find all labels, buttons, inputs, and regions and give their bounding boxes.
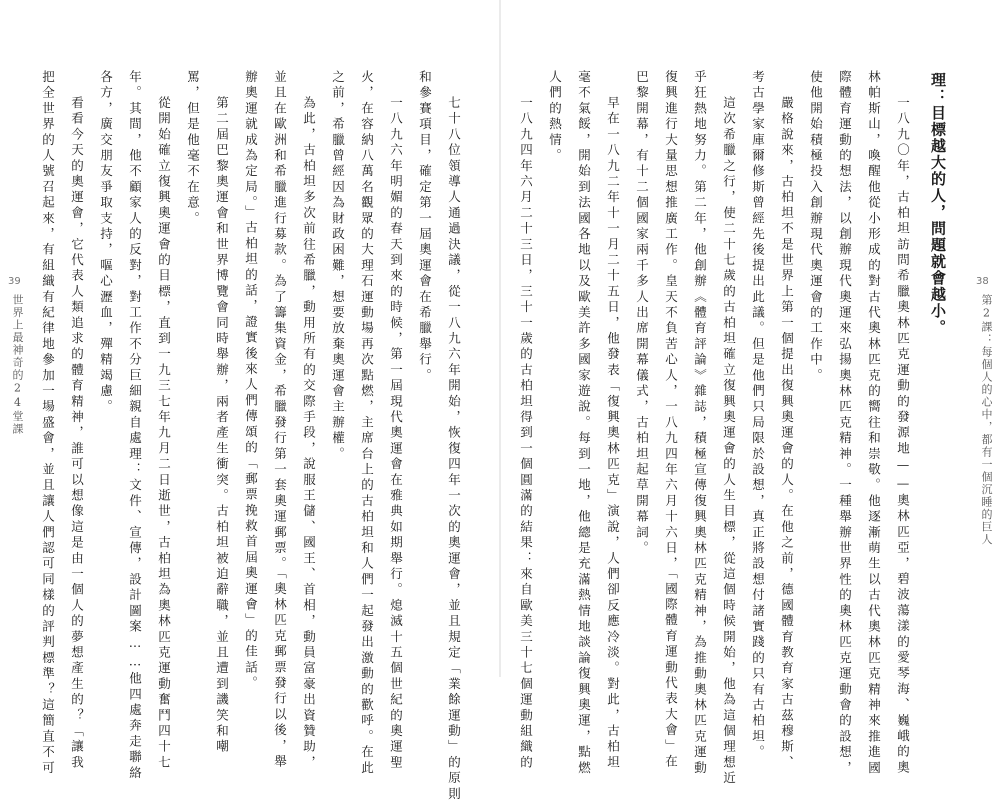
running-head: 第2課：每個人的心中，都有一個沉睡的巨人: [980, 294, 993, 546]
right-page: [500, 0, 1000, 787]
right-col-14: 一八九四年六月二十三日，三十一歲的古柏坦得到一個圓滿的結果：來自歐美三十七個運動組織的: [518, 96, 534, 772]
left-col-10: 罵，但是他毫不在意。: [185, 70, 201, 227]
left-col-5: 之前，希臘曾經因為財政困難，想要放棄奧運會主辦權。: [330, 70, 346, 463]
left-col-9: 第二屆巴黎奧運會和世界博覽會同時舉辦，兩者產生衝突。古柏坦被迫辭職，並且遭到譏笑和嘲: [214, 96, 230, 756]
left-col-13: 各方，廣交朋友爭取支持，嘔心瀝血，殫精竭慮。: [98, 70, 114, 416]
right-col-12: 毫不氣餒，開始到法國各地以及歐美許多國家遊說。每到一地，他總是充滿熱情地談論復興奧運，點燃: [576, 70, 592, 777]
right-col-9: 復興進行大量思想推廣工作。皇天不負苦心人，一八九四年六月十六日，「國際體育運動代表大會」在: [663, 70, 679, 771]
page-number: 39: [8, 276, 21, 287]
left-col-11: 從開始確立復興奧運會的目標，直到一九三七年九月二日逝世，古柏坦為奧林匹克運動奮鬥四十七: [156, 96, 172, 772]
left-col-1: 七十八位領導人通過決議，從一八九六年開始，恢復四年一次的奧運會，並且規定「業餘運動」的原則: [446, 96, 462, 803]
right-col-8: 乎狂熱地努力。第二年，他創辦《體育評論》雜誌，積極宣傳復興奧林匹克精神，為推動奧林匹克運動: [692, 70, 708, 777]
left-col-15: 把全世界的人號召起來，有組織有紀律地參加一場盛會，並且讓人們認可同樣的評判標準？這簡直不可: [40, 70, 56, 777]
left-col-2: 和參賽項目，確定第一屆奧運會在希臘舉行。: [417, 70, 433, 384]
page-number: 38: [976, 276, 989, 287]
right-col-6: 考古學家庫爾修斯曾經先後提出此議。但是他們只局限於設想，真正將設想付諸實踐的只有古柏坦。: [750, 70, 766, 761]
left-col-8: 辦奧運就成為定局。」古柏坦的話，證實後來人們傳頌的「郵票挽救首屆奧運會」的佳話。: [243, 70, 259, 692]
right-col-10: 巴黎開幕，有十二個國家兩千多人出席開幕儀式，古柏坦起草開幕詞。: [634, 70, 650, 557]
left-col-6: 為此，古柏坦多次前往希臘，動用所有的交際手段，說服王儲、國王、首相，動員富豪出資贊助，: [301, 96, 317, 772]
right-col-11: 早在一八九二年十一月二十五日，他發表「復興奧林匹克」演說，人們卻反應冷淡。對此，古柏坦: [605, 96, 621, 772]
right-col-3: 際體育運動的想法，以創辦現代奧運來弘揚奧林匹克精神。一種舉辦世界性的奧林匹克運動會的設想，: [837, 70, 853, 777]
left-col-12: 年。其間，他不顧家人的反對，對工作不分巨細親自處理：文件、宣傳，設計圖案……他四處奔走聯絡: [127, 70, 143, 782]
right-col-2: 林帕斯山，喚醒他從小形成的對古代奧林匹克的嚮往和崇敬。他逐漸萌生以古代奧林匹克精神來推進國: [866, 70, 882, 777]
right-col-7: 這次希臘之行，使二十七歲的古柏坦確立復興奧運會的人生目標，從這個時候開始，他為這個理想近: [721, 96, 737, 787]
left-col-14: 看看今天的奧運會，它代表人類追求的體育精神，誰可以想像這是由一個人的夢想產生的？「讓我: [69, 96, 85, 772]
right-col-4: 使他開始積極投入創辦現代奧運會的工作中。: [808, 70, 824, 384]
section-heading: 理：目標越大的人，問題就會越小。: [929, 72, 947, 336]
left-col-7: 並且在歐洲和希臘進行募款。為了籌集資金，希臘發行第一套奧運郵票。「奧林匹克郵票發行以後，舉: [272, 70, 288, 771]
left-col-4: 火，在容納八萬名觀眾的大理石運動場再次點燃，主席台上的古柏坦和人們一起發出激動的歡呼。在此: [359, 70, 375, 777]
right-col-1: 一八九〇年，古柏坦訪問希臘奧林匹克運動的發源地——奧林匹亞，碧波蕩漾的愛琴海、巍峨的奧: [895, 96, 911, 777]
running-head: 世界上最神奇的24堂課: [11, 294, 24, 436]
left-col-3: 一八九六年明媚的春天到來的時候，第一屆現代奧運會在雅典如期舉行。熄滅十五個世紀的奧運聖: [388, 96, 404, 772]
right-col-13: 人們的熱情。: [547, 70, 563, 165]
right-col-5: 嚴格說來，古柏坦不是世界上第一個提出復興奧運會的人。在他之前，德國體育教育家古茲穆斯、: [779, 96, 795, 772]
